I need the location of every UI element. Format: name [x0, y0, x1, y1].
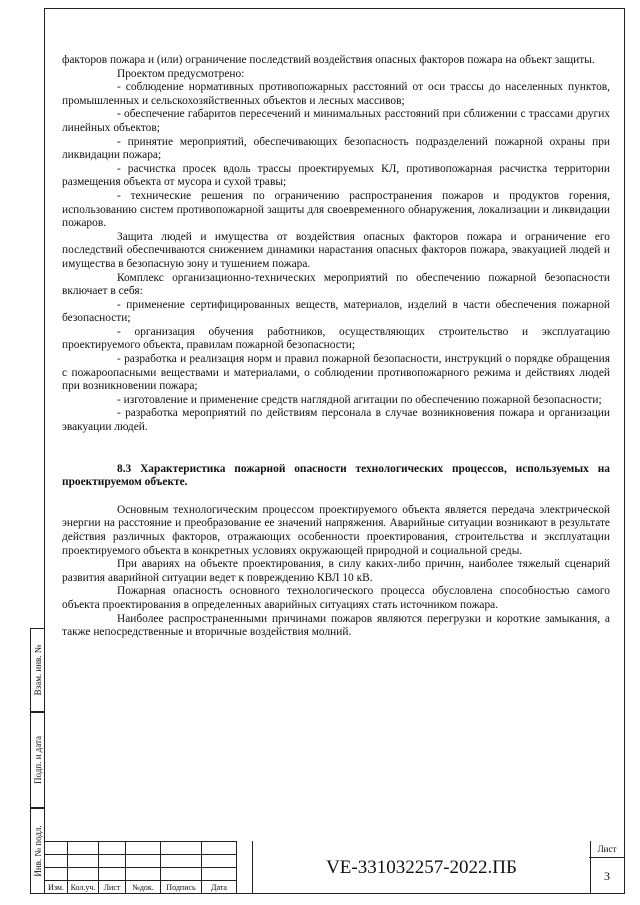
- side-cell-inv: [30, 808, 44, 894]
- stamp-header: Дата: [202, 881, 237, 894]
- paragraph: Пожарная опасность основного технологического процесса обусловлена способностью самого объекта проектирования в определенных аварийных ситуациях стать источником пожара.: [62, 585, 610, 611]
- document-code: VE-331032257-2022.ПБ: [252, 841, 591, 894]
- sheet-number: 3: [604, 869, 610, 883]
- paragraph: - технические решения по ограничению распространения пожаров и продуктов горения, использованию систем противопожарной защиты для своевременного обнаружения, локализации и ликвидации пожаров.: [62, 189, 610, 230]
- paragraph: Защита людей и имущества от воздействия опасных факторов пожара и ограничение его последствий обеспечиваются снижением динамики нарастания опасных факторов пожара, эвакуацией людей и имущества в безопасную зону и тушением пожара.: [62, 230, 610, 270]
- paragraph: - расчистка просек вдоль трассы проектируемых КЛ, противопожарная расчистка территории размещения объекта от мусора и сухой травы;: [62, 162, 610, 189]
- paragraph: Наиболее распространенными причинами пожаров являются перегрузки и короткие замыкания, а также непосредственные и вторичные воздействия молний.: [62, 612, 610, 639]
- side-label-vzam: Взам. инв. №: [32, 644, 43, 696]
- side-label-podp: Подп. и дата: [32, 735, 43, 785]
- document-body: [62, 54, 610, 640]
- stamp-header: №док.: [126, 881, 161, 894]
- paragraph: - разработка мероприятий по действиям персонала в случае возникновения пожара и организации эвакуации людей.: [62, 407, 610, 434]
- side-cell-podp: [30, 712, 44, 808]
- revision-table: [44, 841, 237, 894]
- paragraph: факторов пожара и (или) ограничение последствий воздействия опасных факторов пожара на объект защиты.: [62, 54, 595, 66]
- paragraph: - соблюдение нормативных противопожарных расстояний от оси трассы до населенных пунктов, промышленных и сельскохозяйственных объектов и лесных массивов;: [62, 81, 610, 107]
- stamp-header: Подпись: [161, 881, 202, 894]
- paragraph: - разработка и реализация норм и правил пожарной безопасности, инструкций о порядке обращения с пожароопасными веществами и материалами, о соблюдении противопожарного режима и действиях людей при возникновении пожара;: [62, 353, 610, 393]
- paragraph: - принятие мероприятий, обеспечивающих безопасность подразделений пожарной охраны при ликвидации пожара;: [62, 135, 610, 162]
- title-block: [44, 841, 625, 894]
- paragraph: Проектом предусмотрено:: [117, 67, 245, 80]
- paragraph: - применение сертифицированных веществ, материалов, изделий в части обеспечения пожарной безопасности;: [62, 298, 610, 325]
- paragraph: - обеспечение габаритов пересечений и минимальных расстояний при сближении с трассами других линейных объектов;: [62, 108, 610, 134]
- paragraph: Комплекс организационно-технических мероприятий по обеспечению пожарной безопасности включает в себя:: [62, 271, 610, 298]
- side-cell-vzam: [30, 628, 44, 712]
- sheet-label: Лист: [589, 841, 625, 858]
- paragraph: Основным технологическим процессом проектируемого объекта является передача электрической энергии на расстояние и преобразование ее значений напряжения. Аварийные ситуации возникают в результате действия различных факторов, отражающих особенности проектирования, строительства и эксплуатации проектируемого объекта в конкретных условиях окружающей природной и социальной среды.: [62, 503, 610, 557]
- stamp-header: Лист: [99, 881, 126, 894]
- side-label-inv: Инв. № подл.: [32, 825, 43, 877]
- section-heading: 8.3 Характеристика пожарной опасности технологических процессов, используемых на проектируемом объекте.: [62, 462, 610, 489]
- paragraph: - организация обучения работников, осуществляющих строительство и эксплуатацию проектируемого объекта, правилам пожарной безопасности;: [62, 325, 610, 352]
- stamp-header: Изм.: [45, 881, 68, 894]
- stamp-header: Кол.уч.: [68, 881, 99, 894]
- paragraph: - изготовление и применение средств наглядной агитации по обеспечению пожарной безопасности;: [117, 393, 602, 406]
- paragraph: При авариях на объекте проектирования, в силу каких-либо причин, наиболее тяжелый сценарий развития аварийной ситуации ведет к повреждению КВЛ 10 кВ.: [62, 558, 610, 584]
